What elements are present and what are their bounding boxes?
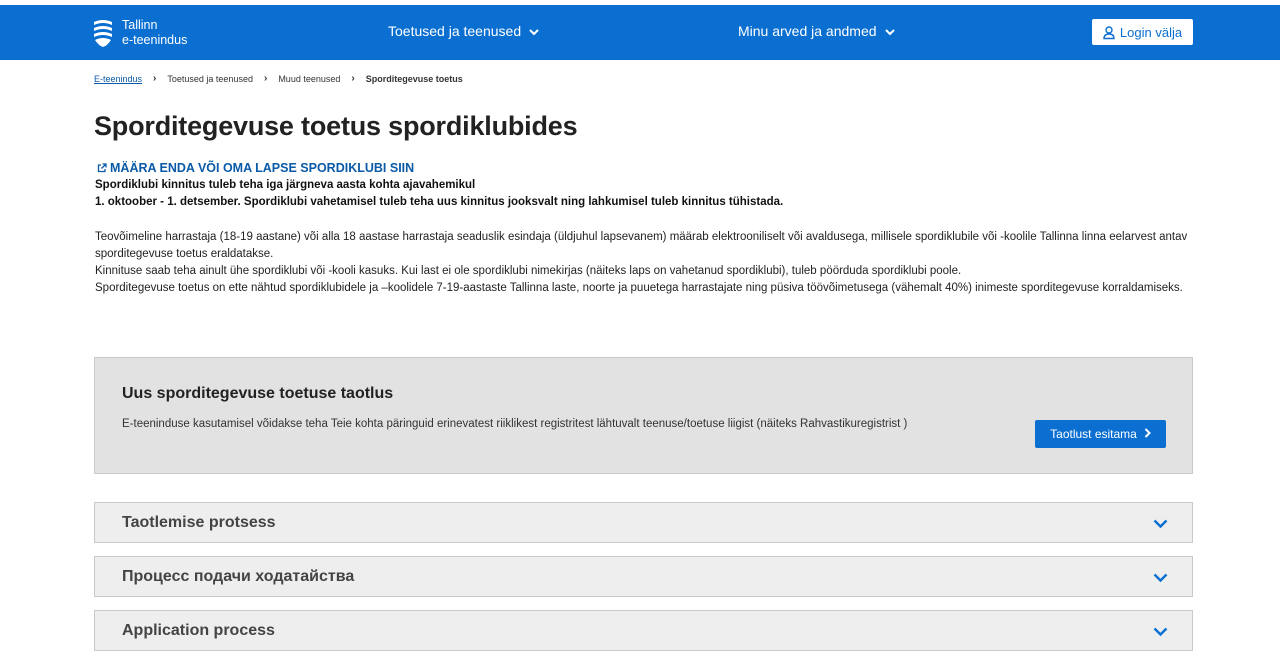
description-paragraph-1: Teovõimeline harrastaja (18-19 aastane) või alla 18 aastase harrastaja seaduslik esindaja (üldjuhul lapsevanem) määrab elektrooniliselt või avaldusega, millisele spordiklubile või -koolile Tallinna linna eelarvest antav sporditegevuse toetus eraldatakse. [95,231,1188,260]
application-info-text: E-teeninduse kasutamisel võidakse teha Teie kohta päringuid erinevatest riiklikest registritest lähtuvalt teenuse/toetuse liigist (näiteks Rahvastikuregistrist ) [122,418,908,430]
nav-label: Toetused ja teenused [388,23,522,39]
notice-line-2: 1. oktoober - 1. detsember. Spordiklubi vahetamisel tuleb teha uus kinnitus jooksvalt ning lahkumisel tuleb kinnitus tühistada. [95,196,784,208]
logo-line2: e-teenindus [122,33,188,47]
accordion-title: Application process [122,622,275,639]
nav-label: Minu arved ja andmed [738,23,877,39]
description-paragraph-2: Kinnituse saab teha ainult ühe spordiklubi või -kooli kasuks. Kui last ei ole spordiklubi nimekirjas (näiteks laps on vahetanud spordiklubi), tuleb pöörduda spordiklubi poole. [95,265,962,277]
chevron-right-icon: › [351,73,355,84]
notice-line-1: Spordiklubi kinnitus tuleb teha iga järgneva aasta kohta ajavahemikul [95,179,476,191]
tallinn-crest-icon [92,18,114,48]
tallinn-logo[interactable] [92,17,187,49]
chevron-down-icon [529,23,539,39]
chevron-right-icon: › [263,73,268,84]
nav-toetused-ja-teenused[interactable] [388,23,539,39]
user-icon [1103,26,1115,39]
chevron-down-icon [1153,624,1168,642]
chevron-right-icon [1144,427,1151,441]
accordion-russian-process[interactable] [94,556,1193,597]
logout-button[interactable] [1092,19,1193,45]
external-link-icon [97,163,107,173]
application-box [94,357,1193,474]
logo-text [122,18,187,48]
submit-application-button[interactable] [1035,420,1166,448]
accordion-application-process[interactable] [94,610,1193,651]
accordion-title: Taotlemise protsess [122,514,276,531]
application-title: Uus sporditegevuse toetuse taotlus [122,385,394,402]
logout-label: Login välja [1119,24,1183,40]
submit-application-label: Taotlust esitama [1050,427,1137,441]
chevron-down-icon [885,23,895,39]
breadcrumb-current: Sporditegevuse toetus [365,73,463,84]
chevron-down-icon [1153,516,1168,534]
breadcrumb-item-e-teenindus[interactable]: E-teenindus [94,73,143,84]
breadcrumb-item-muud-teenused[interactable]: Muud teenused [278,73,341,84]
nav-minu-arved-ja-andmed[interactable] [738,23,895,39]
chevron-right-icon: › [153,73,157,84]
breadcrumb [94,73,463,84]
external-link-label: MÄÄRA ENDA VÕI OMA LAPSE SPORDIKLUBI SIIN [110,161,415,175]
page-title: Sporditegevuse toetus spordiklubides [94,111,578,141]
description-paragraph-3: Sporditegevuse toetus on ette nähtud spordiklubidele ja –koolidele 7-19-aastaste Tallinna laste, noorte ja puuetega harrastajate ning püsiva töövõimetusega (vähemalt 40%) inimeste sporditegevuse korraldamiseks. [95,282,1183,294]
logo-line1: Tallinn [122,18,158,32]
accordion-title: Процесс подачи ходатайства [122,568,355,585]
external-link-spordiklubi[interactable] [97,161,414,175]
site-header [0,5,1280,60]
accordion-taotlemise-protsess[interactable] [94,502,1193,543]
chevron-down-icon [1153,570,1168,588]
breadcrumb-item-toetused[interactable]: Toetused ja teenused [167,73,253,84]
